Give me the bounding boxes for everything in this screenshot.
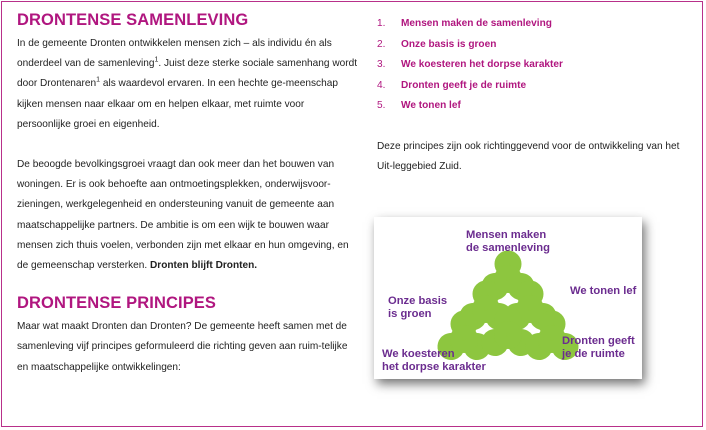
principle-number: 5. [377, 100, 386, 112]
figure-label-left: Onze basis is groen [388, 295, 448, 320]
principle-number: 1. [377, 18, 386, 29]
principle-item [377, 76, 692, 97]
principle-number: 2. [377, 38, 386, 50]
intro-text-1: In de gemeente Dronten ontwikkelen mensen zich – als individu én als onderdeel van de samenleving [17, 38, 332, 70]
principles-note: Deze principes zijn ook richtinggevend voor de ontwikkeling van het Uit-leggebied Zuid. [377, 140, 680, 173]
principle-number: 4. [377, 79, 386, 91]
figure-label-bottom-left: We koesteren het dorpse karakter [382, 348, 486, 373]
footnote-ref-1: 1 [154, 56, 159, 64]
principle-item [377, 35, 692, 56]
heading-principes: DRONTENSE PRINCIPES [17, 294, 217, 313]
figure-label-top: Mensen maken de samenleving [466, 229, 550, 254]
figure-label-right: We tonen lef [570, 285, 637, 297]
paragraph-growth [17, 155, 357, 276]
document-page [1, 1, 703, 427]
intro-text-3: als waardevol ervaren. In een hechte ge-meenschap kijken mensen naar elkaar om en helpen elkaar, met ruimte voor persoonlijke groei en eigenheid. [17, 78, 338, 130]
paragraph-intro [17, 34, 357, 135]
principle-number: 3. [377, 59, 386, 71]
growth-bold: Dronten blijft Dronten. [149, 260, 258, 272]
figure-label-bottom-right: Dronten geeft je de ruimte [562, 335, 635, 360]
principle-label: Mensen maken de samenleving [401, 18, 552, 29]
heading-samenleving: DRONTENSE SAMENLEVING [17, 11, 249, 29]
right-column [377, 14, 692, 177]
intro-text-2: . Juist deze sterke sociale samenhang wordt door Drontenaren [17, 58, 358, 90]
principle-label: Onze basis is groen [401, 38, 497, 50]
growth-text: De beoogde bevolkingsgroei vraagt dan ook meer dan het bouwen van woningen. Er is ook behoefte aan ontmoetingsplekken, onderwijsvoor-zieningen, werkgelegenheid en ondersteuning vanuit de gemeente aan maatschappelijke partners. De ambitie is om een wijk te bouwen waar mensen zich thuis voelen, verbonden zijn met elkaar en hun omgeving, en de gemeenschap versterken. [17, 159, 349, 272]
principle-label: We koesteren het dorpse karakter [401, 59, 563, 71]
principles-list [377, 14, 692, 117]
left-column [17, 11, 357, 378]
paragraph-principes: Maar wat maakt Dronten dan Dronten? De gemeente heeft samen met de samenleving vijf principes geformuleerd die richting geven aan ruim-telijke en maatschappelijke ontwikkelingen: [17, 321, 348, 373]
principle-label: We tonen lef [401, 100, 461, 112]
principle-item [377, 55, 692, 76]
principle-item [377, 14, 692, 35]
footnote-ref-2: 1 [96, 77, 101, 85]
principle-item [377, 96, 692, 117]
principle-label: Dronten geeft je de ruimte [401, 79, 527, 91]
principles-figure [374, 217, 642, 379]
